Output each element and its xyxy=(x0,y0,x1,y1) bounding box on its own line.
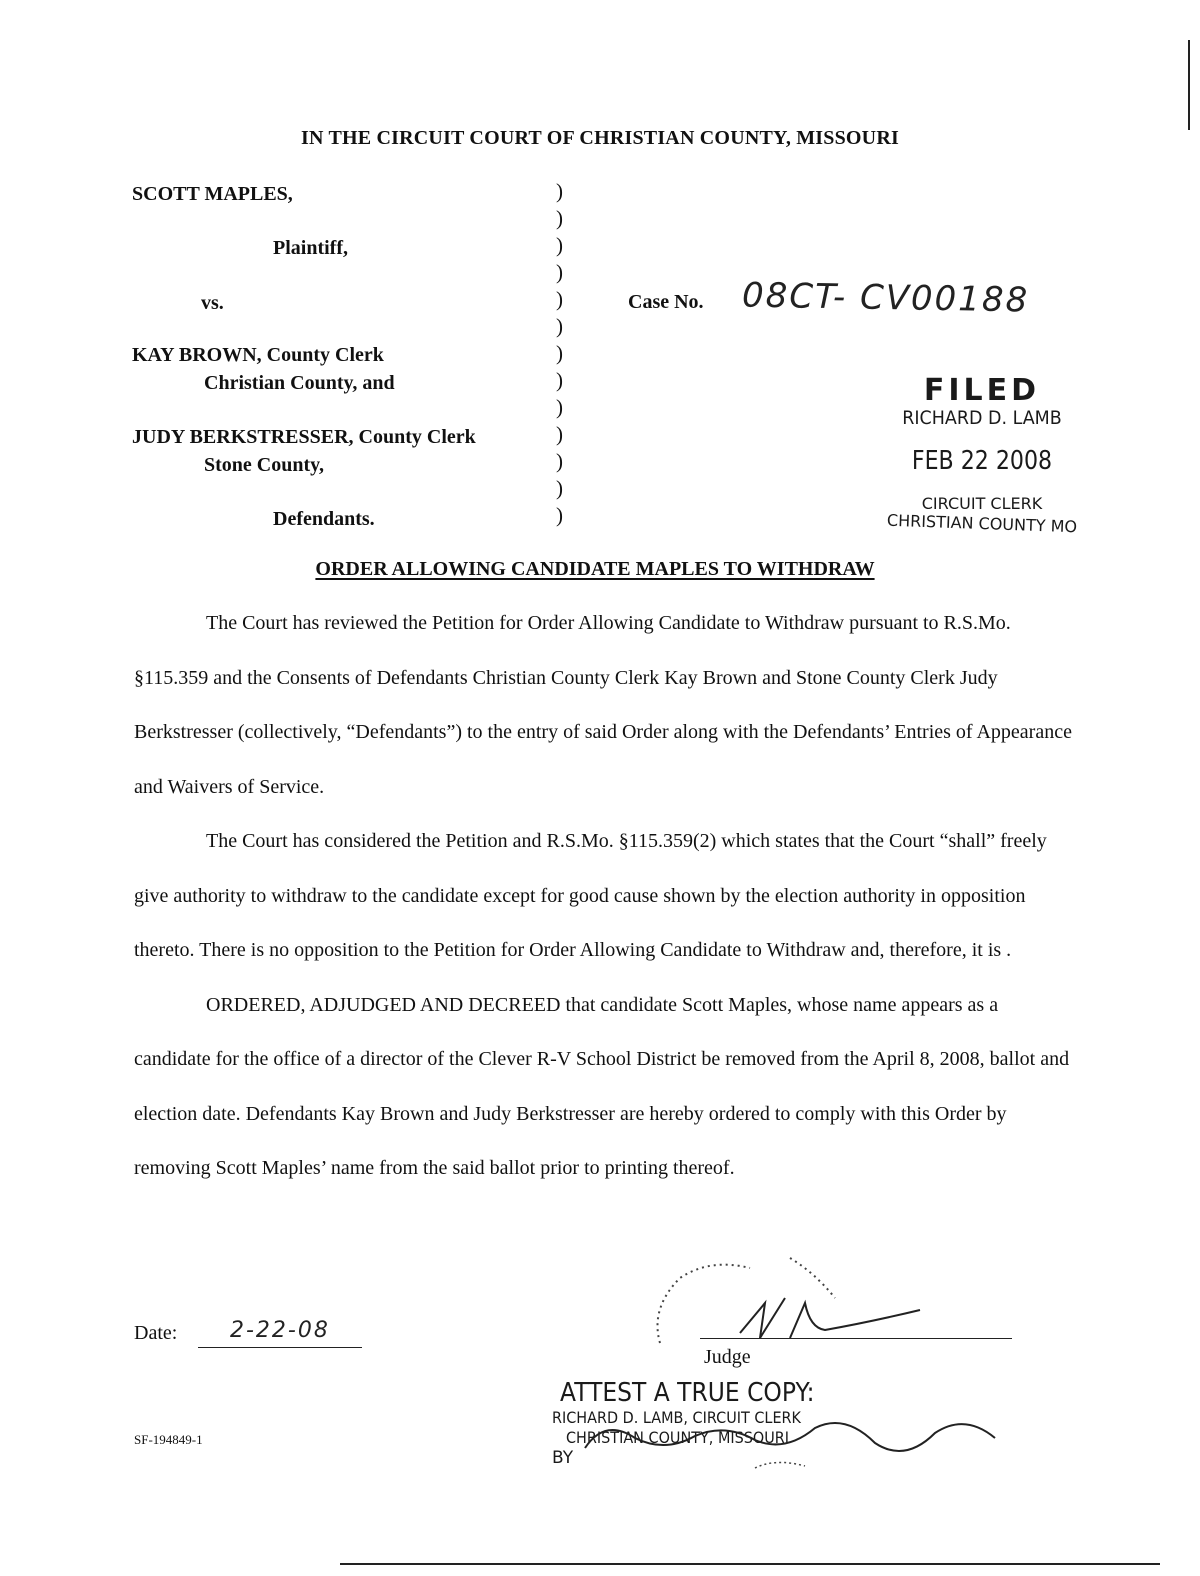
plaintiff-role: Plaintiff, xyxy=(273,237,348,259)
paren: ) xyxy=(556,422,563,446)
caption-parentheses xyxy=(556,178,563,529)
filed-stamp-date: FEB 22 2008 xyxy=(911,446,1053,476)
order-body xyxy=(134,596,1074,1196)
filed-stamp-title: FILED xyxy=(923,373,1041,408)
scan-edge-line xyxy=(1188,40,1190,130)
paren: ) xyxy=(556,503,563,527)
court-title: IN THE CIRCUIT COURT OF CHRISTIAN COUNTY, MISSOURI xyxy=(301,127,899,149)
paren: ) xyxy=(556,368,563,392)
filed-stamp-line1: CIRCUIT CLERK xyxy=(921,494,1043,513)
clerk-signature xyxy=(575,1408,1005,1480)
order-heading: ORDER ALLOWING CANDIDATE MAPLES TO WITHDRAW xyxy=(315,558,875,580)
paragraph-review: The Court has reviewed the Petition for Order Allowing Candidate to Withdraw pursuant to R.S.Mo. §115.359 and the Consents of Defendants Christian County Clerk Kay Brown and Stone County Clerk Judy Berkstresser (collectively, “Defendants”) to the entry of said Order along with the Defendants’ Entries of Appearance and Waivers of Service. xyxy=(134,612,1072,798)
date-handwritten: 2-22-08 xyxy=(230,1318,330,1343)
scan-bottom-line xyxy=(340,1563,1160,1565)
paren: ) xyxy=(556,314,563,338)
judge-label: Judge xyxy=(704,1346,751,1368)
paren: ) xyxy=(556,476,563,500)
paren: ) xyxy=(556,341,563,365)
defendant1-line1: KAY BROWN, County Clerk xyxy=(132,344,384,366)
attest-line1: RICHARD D. LAMB, CIRCUIT CLERK xyxy=(552,1408,801,1427)
filed-stamp-line2: CHRISTIAN COUNTY MO xyxy=(886,510,1078,537)
date-label: Date: xyxy=(134,1322,178,1344)
plaintiff-name: SCOTT MAPLES, xyxy=(132,183,293,205)
paren: ) xyxy=(556,395,563,419)
date-line xyxy=(198,1347,362,1348)
filed-stamp xyxy=(872,373,1092,537)
defendant2-line1: JUDY BERKSTRESSER, County Clerk xyxy=(132,426,476,448)
paren: ) xyxy=(556,206,563,230)
attest-by: BY xyxy=(552,1448,574,1468)
judge-signature xyxy=(640,1248,1020,1368)
versus-label: vs. xyxy=(201,292,224,314)
paragraph-ordered: ORDERED, ADJUDGED AND DECREED that candidate Scott Maples, whose name appears as a candidate for the office of a director of the Clever R-V School District be removed from the April 8, 2008, ballot and election date. Defendants Kay Brown and Judy Berkstresser are hereby ordered to comply with this Order by removing Scott Maples’ name from the said ballot prior to printing thereof. xyxy=(134,993,1070,1179)
attest-line2: CHRISTIAN COUNTY, MISSOURI xyxy=(566,1428,790,1447)
paren: ) xyxy=(556,260,563,284)
case-number-handwritten: 08CT- CV00188 xyxy=(741,275,1030,321)
paren: ) xyxy=(556,449,563,473)
filed-stamp-clerk: RICHARD D. LAMB xyxy=(902,407,1062,429)
defendants-role: Defendants. xyxy=(273,508,375,530)
judge-signature-line xyxy=(700,1338,1012,1339)
paren: ) xyxy=(556,179,563,203)
paren: ) xyxy=(556,287,563,311)
defendant1-line2: Christian County, and xyxy=(204,372,395,394)
form-number: SF-194849-1 xyxy=(134,1432,203,1447)
attest-title: ATTEST A TRUE COPY: xyxy=(560,1378,815,1408)
defendant2-line2: Stone County, xyxy=(204,454,325,476)
case-number-label: Case No. xyxy=(628,291,704,313)
paragraph-considered: The Court has considered the Petition and R.S.Mo. §115.359(2) which states that the Court “shall” freely give authority to withdraw to the candidate except for good cause shown by the election authority in opposition thereto. There is no opposition to the Petition for Order Allowing Candidate to Withdraw and, therefore, it is . xyxy=(134,830,1047,961)
paren: ) xyxy=(556,233,563,257)
